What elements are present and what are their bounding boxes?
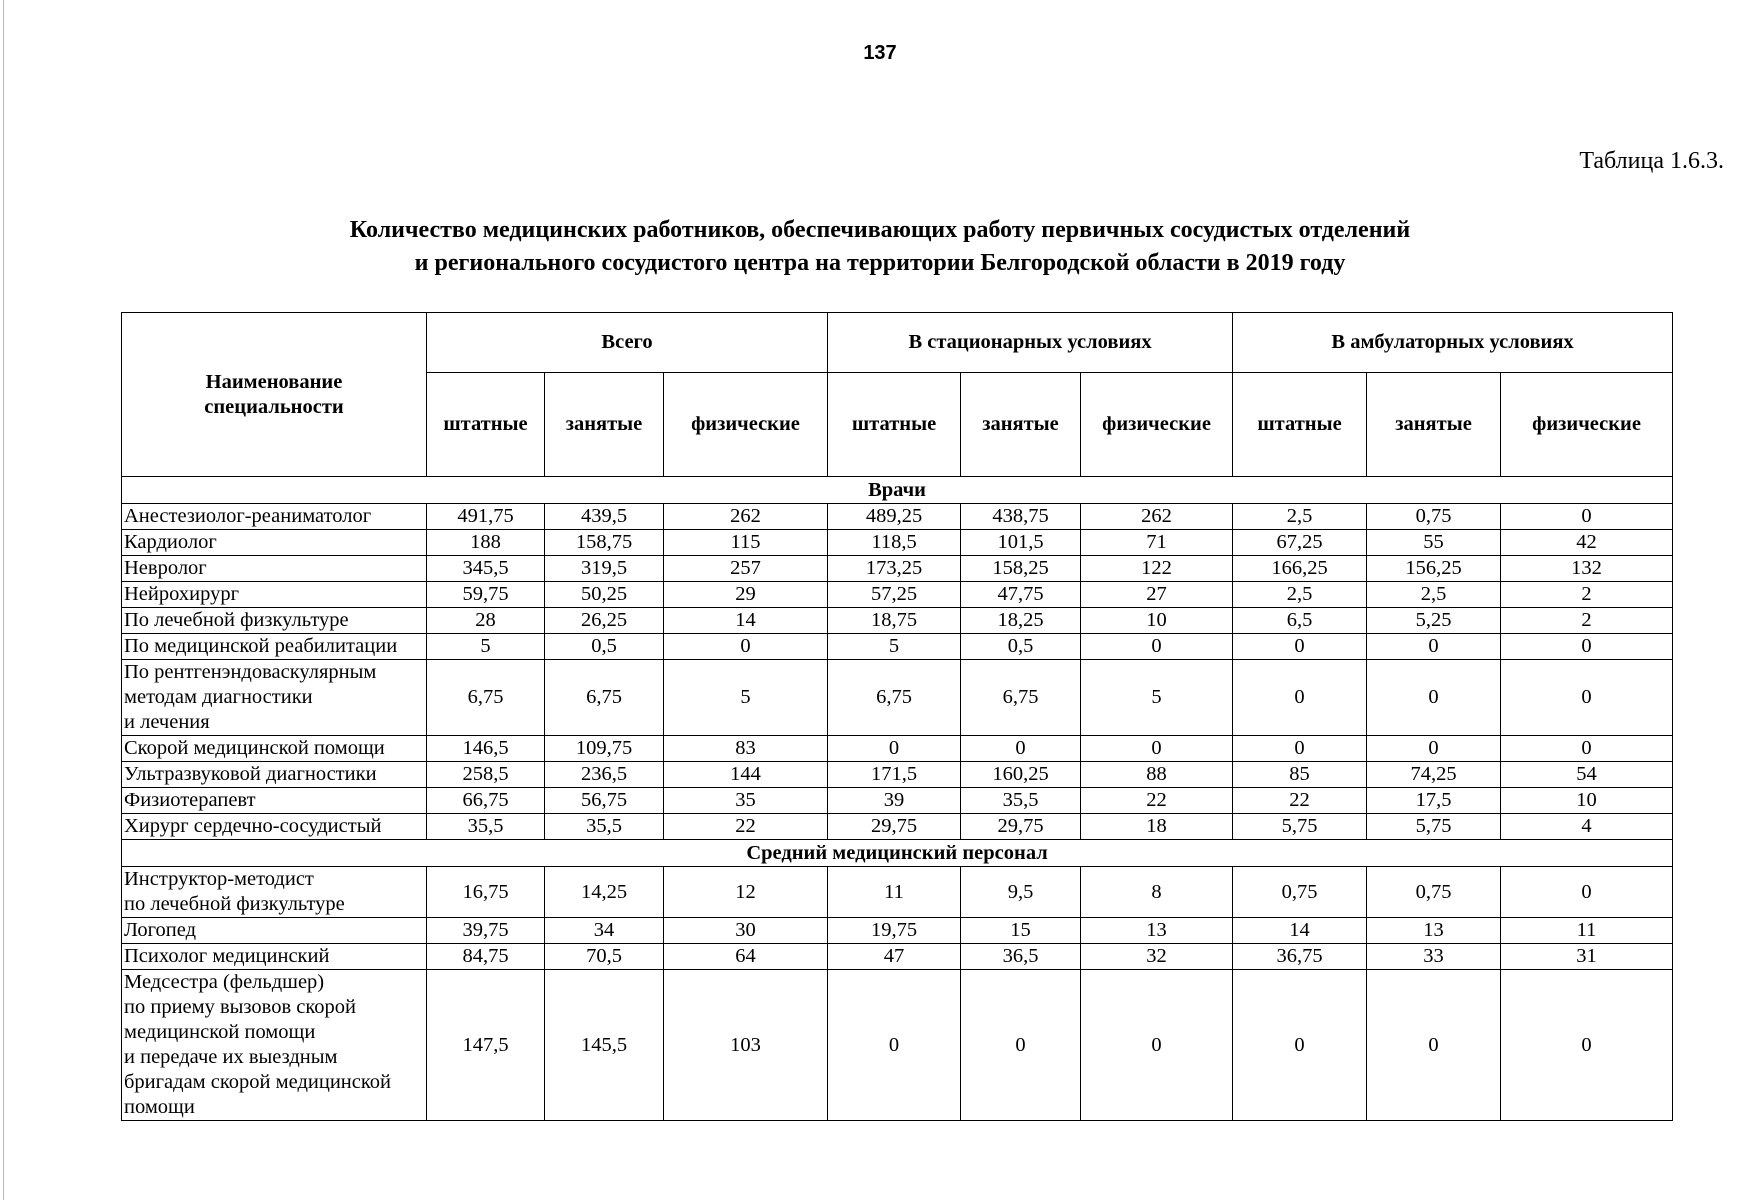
value-cell: 64 — [664, 944, 828, 970]
value-cell: 10 — [1501, 788, 1673, 814]
value-cell: 0,5 — [961, 634, 1081, 660]
value-cell: 88 — [1081, 762, 1233, 788]
specialty-name: Физиотерапевт — [122, 788, 427, 814]
value-cell: 8 — [1081, 867, 1233, 918]
value-cell: 47,75 — [961, 582, 1081, 608]
section-title: Врачи — [122, 477, 1673, 504]
value-cell: 0 — [1367, 660, 1501, 736]
value-cell: 122 — [1081, 556, 1233, 582]
table-body — [122, 477, 1673, 1121]
title-line-1: Количество медицинских работников, обеспечивающих работу первичных сосудистых отделений — [349, 217, 1411, 243]
value-cell: 6,75 — [828, 660, 961, 736]
header-group-row — [122, 313, 1673, 373]
header-sub-staff: штатные — [828, 373, 961, 477]
value-cell: 101,5 — [961, 530, 1081, 556]
value-cell: 39 — [828, 788, 961, 814]
value-cell: 35,5 — [545, 814, 664, 840]
value-cell: 29 — [664, 582, 828, 608]
value-cell: 6,75 — [427, 660, 545, 736]
page-number: 137 — [863, 42, 897, 64]
value-cell: 0 — [961, 736, 1081, 762]
value-cell: 29,75 — [961, 814, 1081, 840]
value-cell: 5 — [664, 660, 828, 736]
value-cell: 0 — [1501, 660, 1673, 736]
specialty-name: Медсестра (фельдшер) по приему вызовов скорой медицинской помощи и передаче их выездным бригадам скорой медицинской помощи — [122, 970, 427, 1121]
specialty-name: Ультразвуковой диагностики — [122, 762, 427, 788]
header-sub-staff: штатные — [427, 373, 545, 477]
value-cell: 0 — [1233, 660, 1367, 736]
value-cell: 146,5 — [427, 736, 545, 762]
value-cell: 28 — [427, 608, 545, 634]
value-cell: 0 — [828, 736, 961, 762]
table-row — [122, 556, 1673, 582]
table-row — [122, 970, 1673, 1121]
table-row — [122, 634, 1673, 660]
value-cell: 145,5 — [545, 970, 664, 1121]
value-cell: 70,5 — [545, 944, 664, 970]
value-cell: 258,5 — [427, 762, 545, 788]
value-cell: 27 — [1081, 582, 1233, 608]
value-cell: 2,5 — [1233, 582, 1367, 608]
table-label: Таблица 1.6.3. — [1579, 148, 1724, 174]
value-cell: 0 — [1367, 970, 1501, 1121]
value-cell: 42 — [1501, 530, 1673, 556]
value-cell: 5,75 — [1367, 814, 1501, 840]
value-cell: 59,75 — [427, 582, 545, 608]
specialty-name: По лечебной физкультуре — [122, 608, 427, 634]
value-cell: 50,25 — [545, 582, 664, 608]
value-cell: 0 — [1501, 867, 1673, 918]
header-sub-physical: физические — [664, 373, 828, 477]
value-cell: 132 — [1501, 556, 1673, 582]
table-row — [122, 918, 1673, 944]
value-cell: 439,5 — [545, 504, 664, 530]
value-cell: 171,5 — [828, 762, 961, 788]
value-cell: 0 — [1367, 736, 1501, 762]
value-cell: 85 — [1233, 762, 1367, 788]
value-cell: 22 — [664, 814, 828, 840]
specialty-name: Хирург сердечно-сосудистый — [122, 814, 427, 840]
value-cell: 74,25 — [1367, 762, 1501, 788]
value-cell: 0 — [1233, 736, 1367, 762]
section-title: Средний медицинский персонал — [122, 840, 1673, 867]
value-cell: 257 — [664, 556, 828, 582]
header-group-outpatient: В амбулаторных условиях — [1233, 313, 1673, 373]
value-cell: 0,5 — [545, 634, 664, 660]
value-cell: 5 — [1081, 660, 1233, 736]
value-cell: 2 — [1501, 608, 1673, 634]
document-title — [0, 214, 1760, 280]
value-cell: 103 — [664, 970, 828, 1121]
table-row — [122, 608, 1673, 634]
value-cell: 144 — [664, 762, 828, 788]
value-cell: 13 — [1367, 918, 1501, 944]
value-cell: 12 — [664, 867, 828, 918]
table-row — [122, 944, 1673, 970]
value-cell: 26,25 — [545, 608, 664, 634]
value-cell: 5,25 — [1367, 608, 1501, 634]
table-row — [122, 660, 1673, 736]
value-cell: 0 — [1233, 634, 1367, 660]
table-row — [122, 762, 1673, 788]
value-cell: 18,75 — [828, 608, 961, 634]
value-cell: 19,75 — [828, 918, 961, 944]
value-cell: 0 — [1501, 504, 1673, 530]
header-sub-staff: штатные — [1233, 373, 1367, 477]
value-cell: 0 — [1233, 970, 1367, 1121]
value-cell: 345,5 — [427, 556, 545, 582]
value-cell: 5 — [427, 634, 545, 660]
value-cell: 83 — [664, 736, 828, 762]
value-cell: 34 — [545, 918, 664, 944]
value-cell: 66,75 — [427, 788, 545, 814]
value-cell: 5,75 — [1233, 814, 1367, 840]
table-row — [122, 736, 1673, 762]
value-cell: 36,75 — [1233, 944, 1367, 970]
value-cell: 166,25 — [1233, 556, 1367, 582]
value-cell: 18,25 — [961, 608, 1081, 634]
value-cell: 0 — [1081, 970, 1233, 1121]
value-cell: 14,25 — [545, 867, 664, 918]
specialty-name: Нейрохирург — [122, 582, 427, 608]
value-cell: 14 — [664, 608, 828, 634]
value-cell: 0,75 — [1233, 867, 1367, 918]
header-sub-physical: физические — [1501, 373, 1673, 477]
value-cell: 30 — [664, 918, 828, 944]
value-cell: 17,5 — [1367, 788, 1501, 814]
value-cell: 84,75 — [427, 944, 545, 970]
table-row — [122, 582, 1673, 608]
value-cell: 6,75 — [545, 660, 664, 736]
value-cell: 0 — [1501, 634, 1673, 660]
value-cell: 11 — [828, 867, 961, 918]
value-cell: 36,5 — [961, 944, 1081, 970]
value-cell: 118,5 — [828, 530, 961, 556]
value-cell: 0 — [1081, 736, 1233, 762]
value-cell: 115 — [664, 530, 828, 556]
value-cell: 438,75 — [961, 504, 1081, 530]
value-cell: 236,5 — [545, 762, 664, 788]
value-cell: 16,75 — [427, 867, 545, 918]
title-line-2: и регионального сосудистого центра на территории Белгородской области в 2019 году — [414, 250, 1346, 276]
value-cell: 147,5 — [427, 970, 545, 1121]
section-header-row — [122, 840, 1673, 867]
value-cell: 160,25 — [961, 762, 1081, 788]
value-cell: 6,5 — [1233, 608, 1367, 634]
value-cell: 47 — [828, 944, 961, 970]
value-cell: 0 — [1501, 970, 1673, 1121]
table-row — [122, 504, 1673, 530]
value-cell: 71 — [1081, 530, 1233, 556]
value-cell: 54 — [1501, 762, 1673, 788]
value-cell: 0 — [1081, 634, 1233, 660]
value-cell: 35,5 — [961, 788, 1081, 814]
table-row — [122, 814, 1673, 840]
specialty-name: Анестезиолог-реаниматолог — [122, 504, 427, 530]
value-cell: 31 — [1501, 944, 1673, 970]
value-cell: 56,75 — [545, 788, 664, 814]
value-cell: 173,25 — [828, 556, 961, 582]
value-cell: 0 — [828, 970, 961, 1121]
value-cell: 33 — [1367, 944, 1501, 970]
specialty-name: Логопед — [122, 918, 427, 944]
value-cell: 22 — [1081, 788, 1233, 814]
value-cell: 2,5 — [1367, 582, 1501, 608]
value-cell: 67,25 — [1233, 530, 1367, 556]
value-cell: 29,75 — [828, 814, 961, 840]
value-cell: 188 — [427, 530, 545, 556]
value-cell: 18 — [1081, 814, 1233, 840]
value-cell: 319,5 — [545, 556, 664, 582]
header-sub-occupied: занятые — [545, 373, 664, 477]
specialty-name: Кардиолог — [122, 530, 427, 556]
value-cell: 11 — [1501, 918, 1673, 944]
value-cell: 14 — [1233, 918, 1367, 944]
header-sub-occupied: занятые — [961, 373, 1081, 477]
specialty-name: По рентгенэндоваскулярным методам диагностики и лечения — [122, 660, 427, 736]
value-cell: 158,25 — [961, 556, 1081, 582]
value-cell: 5 — [828, 634, 961, 660]
value-cell: 2,5 — [1233, 504, 1367, 530]
value-cell: 15 — [961, 918, 1081, 944]
value-cell: 491,75 — [427, 504, 545, 530]
table-row — [122, 867, 1673, 918]
specialty-name: Инструктор-методист по лечебной физкультуре — [122, 867, 427, 918]
value-cell: 57,25 — [828, 582, 961, 608]
value-cell: 6,75 — [961, 660, 1081, 736]
header-group-inpatient: В стационарных условиях — [828, 313, 1233, 373]
value-cell: 0 — [1501, 736, 1673, 762]
value-cell: 13 — [1081, 918, 1233, 944]
header-sub-occupied: занятые — [1367, 373, 1501, 477]
section-header-row — [122, 477, 1673, 504]
value-cell: 0 — [961, 970, 1081, 1121]
value-cell: 0 — [664, 634, 828, 660]
value-cell: 10 — [1081, 608, 1233, 634]
staff-table — [121, 312, 1673, 1121]
specialty-name: Психолог медицинский — [122, 944, 427, 970]
scan-margin-line — [3, 0, 4, 1200]
value-cell: 39,75 — [427, 918, 545, 944]
value-cell: 35 — [664, 788, 828, 814]
table-row — [122, 530, 1673, 556]
header-name-column: Наименование специальности — [122, 313, 427, 477]
table-row — [122, 788, 1673, 814]
specialty-name: Невролог — [122, 556, 427, 582]
value-cell: 0,75 — [1367, 504, 1501, 530]
value-cell: 262 — [1081, 504, 1233, 530]
specialty-name: Скорой медицинской помощи — [122, 736, 427, 762]
value-cell: 0,75 — [1367, 867, 1501, 918]
value-cell: 158,75 — [545, 530, 664, 556]
specialty-name: По медицинской реабилитации — [122, 634, 427, 660]
value-cell: 2 — [1501, 582, 1673, 608]
value-cell: 9,5 — [961, 867, 1081, 918]
header-group-total: Всего — [427, 313, 828, 373]
value-cell: 32 — [1081, 944, 1233, 970]
value-cell: 156,25 — [1367, 556, 1501, 582]
value-cell: 262 — [664, 504, 828, 530]
value-cell: 35,5 — [427, 814, 545, 840]
value-cell: 109,75 — [545, 736, 664, 762]
value-cell: 4 — [1501, 814, 1673, 840]
table-header — [122, 313, 1673, 477]
value-cell: 489,25 — [828, 504, 961, 530]
value-cell: 55 — [1367, 530, 1501, 556]
value-cell: 22 — [1233, 788, 1367, 814]
header-sub-physical: физические — [1081, 373, 1233, 477]
value-cell: 0 — [1367, 634, 1501, 660]
